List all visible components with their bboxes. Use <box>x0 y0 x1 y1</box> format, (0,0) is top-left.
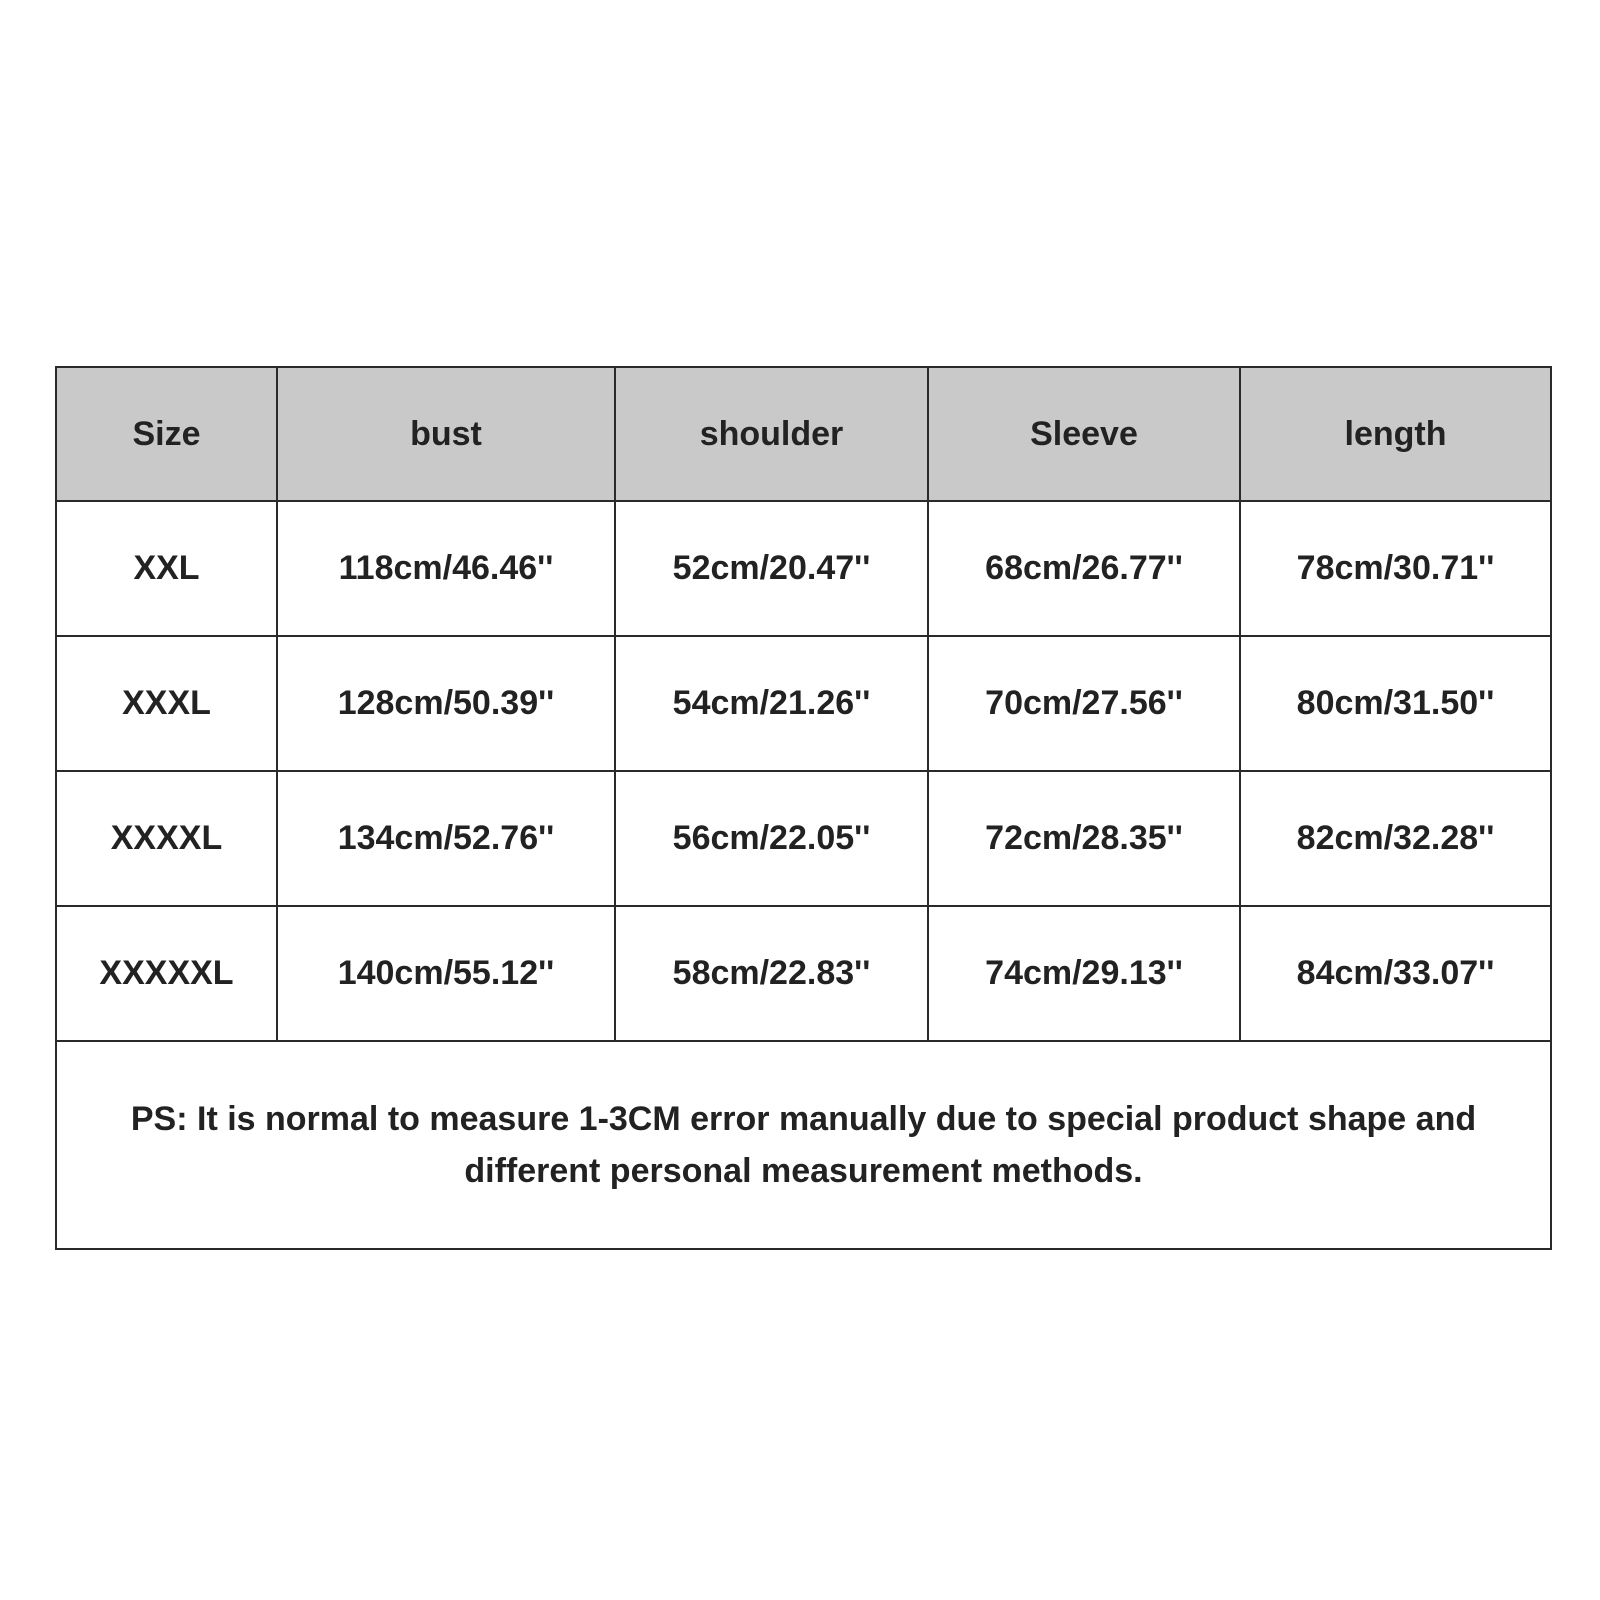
cell-sleeve: 68cm/26.77'' <box>928 501 1240 636</box>
cell-size: XXXXL <box>56 771 277 906</box>
cell-shoulder: 54cm/21.26'' <box>615 636 928 771</box>
cell-size: XXXXXL <box>56 906 277 1041</box>
cell-length: 84cm/33.07'' <box>1240 906 1551 1041</box>
cell-bust: 118cm/46.46'' <box>277 501 615 636</box>
cell-bust: 134cm/52.76'' <box>277 771 615 906</box>
size-chart-table <box>55 366 1552 1250</box>
cell-size: XXXL <box>56 636 277 771</box>
header-shoulder: shoulder <box>615 367 928 501</box>
table-row <box>56 771 1551 906</box>
header-bust: bust <box>277 367 615 501</box>
cell-length: 78cm/30.71'' <box>1240 501 1551 636</box>
note-row <box>56 1041 1551 1249</box>
cell-length: 82cm/32.28'' <box>1240 771 1551 906</box>
header-sleeve: Sleeve <box>928 367 1240 501</box>
cell-sleeve: 74cm/29.13'' <box>928 906 1240 1041</box>
header-size: Size <box>56 367 277 501</box>
cell-bust: 140cm/55.12'' <box>277 906 615 1041</box>
header-row <box>56 367 1551 501</box>
cell-sleeve: 72cm/28.35'' <box>928 771 1240 906</box>
table-row <box>56 636 1551 771</box>
table-row <box>56 501 1551 636</box>
cell-length: 80cm/31.50'' <box>1240 636 1551 771</box>
cell-shoulder: 58cm/22.83'' <box>615 906 928 1041</box>
table-row <box>56 906 1551 1041</box>
cell-shoulder: 52cm/20.47'' <box>615 501 928 636</box>
cell-shoulder: 56cm/22.05'' <box>615 771 928 906</box>
cell-bust: 128cm/50.39'' <box>277 636 615 771</box>
header-length: length <box>1240 367 1551 501</box>
measurement-note: PS: It is normal to measure 1-3CM error manually due to special product shape and different personal measurement methods. <box>56 1041 1551 1249</box>
cell-sleeve: 70cm/27.56'' <box>928 636 1240 771</box>
cell-size: XXL <box>56 501 277 636</box>
